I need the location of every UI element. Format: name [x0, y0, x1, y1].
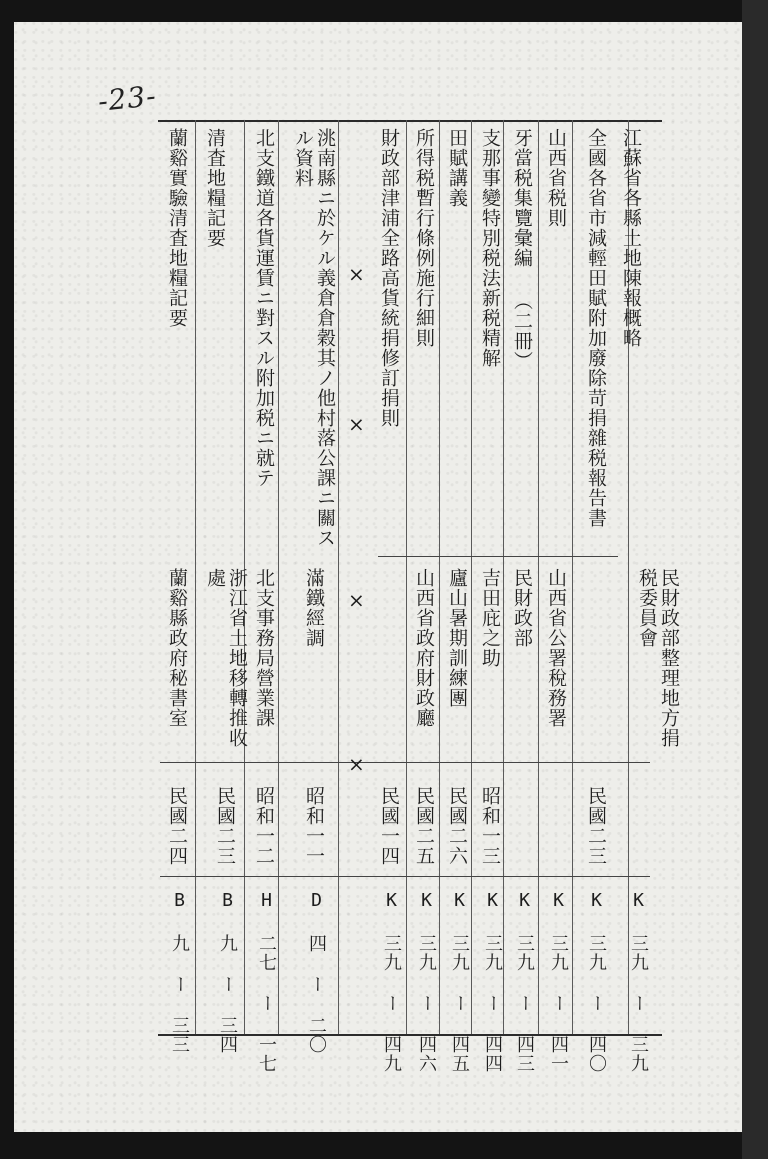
record-date: 昭和一一	[303, 786, 325, 866]
record-publisher: 北支事務局營業課	[253, 568, 275, 728]
record-code: K 三九 ー 四三	[514, 890, 535, 1073]
top-rule	[158, 120, 662, 122]
row-divider	[338, 120, 339, 1034]
record-date: 民國二三	[585, 786, 607, 866]
row-divider	[195, 120, 196, 1034]
record-publisher: 民財政部	[511, 568, 533, 648]
record-date: 昭和一三	[479, 786, 501, 866]
section-divider	[160, 762, 650, 763]
adjacent-page-edge	[742, 0, 768, 1159]
record-code: K 三九 ー 四一	[548, 890, 569, 1073]
row-divider	[471, 120, 472, 1034]
record-publisher: 蘭谿縣政府秘書室	[166, 568, 188, 728]
record-date: 民國二六	[446, 786, 468, 866]
record-publisher: 吉田庇之助	[479, 568, 501, 668]
record-publisher: 山西省政府財政廳	[413, 568, 435, 728]
record-date: 昭和一二	[253, 786, 275, 866]
ditto-mark: ×	[348, 412, 365, 436]
record-title: 全國各省市減輕田賦附加廢除苛捐雜税報告書	[585, 128, 607, 528]
record-code: H 二七 ー 一七	[256, 890, 277, 1073]
record-publisher: 山西省公署稅務署	[545, 568, 567, 728]
ditto-mark: ×	[348, 752, 365, 776]
record-code: K 三九 ー 四九	[381, 890, 402, 1073]
row-divider	[538, 120, 539, 1034]
record-title: 蘭谿實驗清査地糧記要	[166, 128, 188, 328]
record-code: B 九 ー 三四	[217, 890, 238, 1054]
record-title: 牙當税集覽彙編 （二冊）	[511, 128, 533, 371]
record-title: 所得税暫行條例施行細則	[413, 128, 435, 348]
section-divider	[160, 876, 650, 877]
record-title: 北支鐵道各貨運賃ニ對スル附加税ニ就テ	[253, 128, 275, 488]
record-title: 財政部津浦全路高貨統捐修訂捐則	[378, 128, 400, 428]
row-divider	[503, 120, 504, 1034]
record-code: K 三九 ー 四四	[482, 890, 503, 1073]
row-divider	[278, 120, 279, 1034]
record-title: 江蘇省各縣土地陳報概略	[620, 128, 642, 348]
record-date: 民國二五	[413, 786, 435, 866]
record-code: K 三九 ー 四五	[449, 890, 470, 1073]
record-title: 清査地糧記要	[204, 128, 226, 248]
section-divider	[378, 556, 618, 557]
record-title: 洮南縣ニ於ケル義倉倉穀其ノ他村落公課ニ關スル資料	[292, 128, 336, 548]
record-code: K 三九 ー 四〇	[586, 890, 607, 1073]
record-title: 田賦講義	[446, 128, 468, 208]
record-date: 民國二三	[214, 786, 236, 866]
record-publisher: 浙江省土地移轉推收處	[204, 568, 248, 748]
page-number: -23-	[96, 79, 159, 118]
record-title: 山西省税則	[545, 128, 567, 228]
record-title: 支那事變特別税法新税精解	[479, 128, 501, 368]
record-code: B 九 ー 三三	[169, 890, 190, 1054]
row-divider	[406, 120, 407, 1034]
record-code: D 四 ー 二〇	[306, 890, 327, 1054]
record-publisher: 滿鐵經調	[303, 568, 325, 648]
record-date: 民國二四	[166, 786, 188, 866]
ditto-mark: ×	[348, 262, 365, 286]
row-divider	[572, 120, 573, 1034]
ditto-mark: ×	[348, 588, 365, 612]
record-code: K 三九 ー 四六	[416, 890, 437, 1073]
record-publisher: 民財政部整理地方捐税委員會	[636, 568, 680, 748]
record-code: K 三九 ー 三九	[628, 890, 649, 1073]
row-divider	[439, 120, 440, 1034]
record-publisher: 廬山暑期訓練團	[446, 568, 468, 708]
record-date: 民國一四	[378, 786, 400, 866]
